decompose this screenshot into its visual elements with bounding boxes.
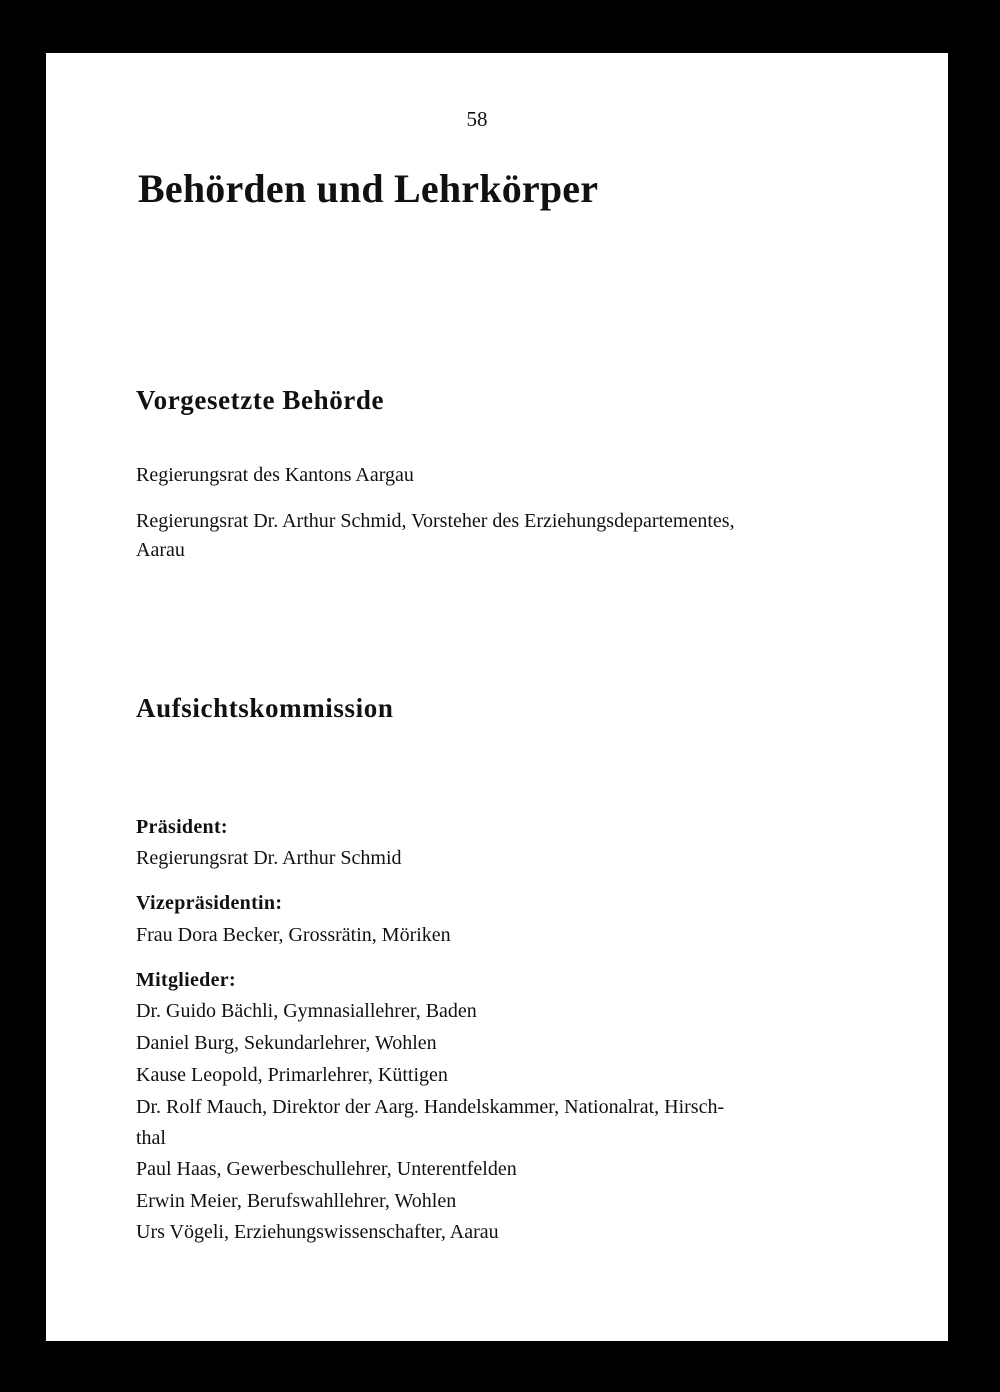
- member-line: Kause Leopold, Primarlehrer, Küttigen: [136, 1064, 448, 1086]
- member-line: Dr. Guido Bächli, Gymnasiallehrer, Baden: [136, 1000, 477, 1022]
- member-line: thal: [136, 1127, 166, 1149]
- member-line: Paul Haas, Gewerbeschullehrer, Unterentfelden: [136, 1158, 517, 1180]
- member-line: Daniel Burg, Sekundarlehrer, Wohlen: [136, 1032, 437, 1054]
- authority-line: Regierungsrat Dr. Arthur Schmid, Vorsteher des Erziehungsdepartementes,: [136, 510, 735, 532]
- president-label: Präsident:: [136, 816, 228, 838]
- member-line: Dr. Rolf Mauch, Direktor der Aarg. Handelskammer, Nationalrat, Hirsch-: [136, 1096, 725, 1118]
- member-line: Erwin Meier, Berufswahllehrer, Wohlen: [136, 1190, 457, 1212]
- president-name: Regierungsrat Dr. Arthur Schmid: [136, 847, 402, 869]
- page-title: Behörden und Lehrkörper: [138, 166, 599, 211]
- members-label: Mitglieder:: [136, 969, 236, 991]
- vice-president-label: Vizepräsidentin:: [136, 892, 283, 914]
- section-heading-aufsichtskommission: Aufsichtskommission: [136, 693, 394, 723]
- authority-line: Regierungsrat des Kantons Aargau: [136, 464, 414, 486]
- member-line: Urs Vögeli, Erziehungswissenschafter, Aarau: [136, 1221, 499, 1243]
- authority-line: Aarau: [136, 539, 185, 561]
- document-page: [46, 53, 948, 1341]
- vice-president-name: Frau Dora Becker, Grossrätin, Möriken: [136, 924, 451, 946]
- page-number: 58: [466, 107, 488, 131]
- section-heading-vorgesetzte-behoerde: Vorgesetzte Behörde: [136, 385, 385, 415]
